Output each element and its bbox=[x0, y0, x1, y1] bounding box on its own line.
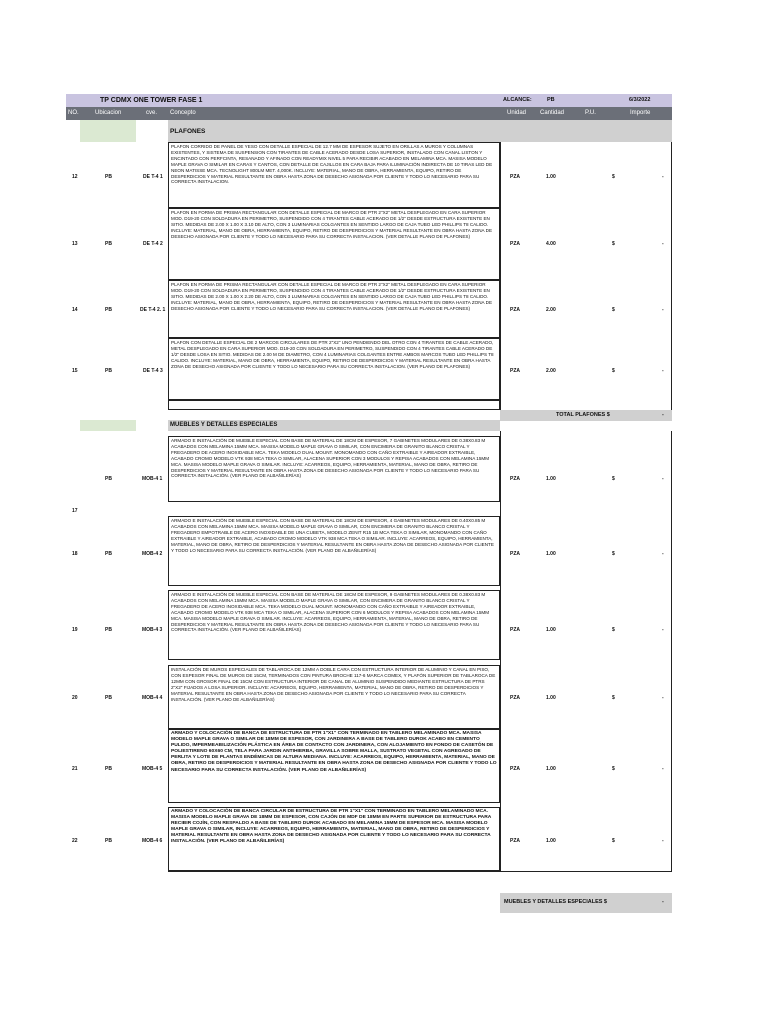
total-plafones-label: TOTAL PLAFONES $ bbox=[556, 412, 610, 418]
row-cve: DE T-4 2 bbox=[143, 241, 163, 247]
row-no: 21 bbox=[72, 766, 78, 772]
row-unidad: PZA bbox=[510, 368, 520, 374]
row-cve: MOB-4 5 bbox=[142, 766, 163, 772]
row-unidad: PZA bbox=[510, 766, 520, 772]
row-cantidad: 1.00 bbox=[546, 838, 556, 844]
row-no: 18 bbox=[72, 551, 78, 557]
row-cantidad: 4.00 bbox=[546, 241, 556, 247]
row-unidad: PZA bbox=[510, 838, 520, 844]
divider bbox=[500, 142, 501, 410]
divider bbox=[671, 142, 672, 410]
row-cantidad: 1.00 bbox=[546, 476, 556, 482]
alcance-value: PB bbox=[547, 97, 555, 103]
row-unidad: PZA bbox=[510, 241, 520, 247]
section-bar-plafones bbox=[168, 120, 672, 142]
row-no: 20 bbox=[72, 695, 78, 701]
row-no: 17 bbox=[72, 508, 78, 514]
divider bbox=[500, 431, 501, 871]
row-no: 15 bbox=[72, 368, 78, 374]
row-ubicacion: PB bbox=[105, 241, 112, 247]
row-no: 19 bbox=[72, 627, 78, 633]
row-importe: - bbox=[662, 551, 664, 557]
row-ubicacion: PB bbox=[105, 838, 112, 844]
divider bbox=[168, 871, 672, 872]
concept-description: ARMADO E INSTALACIÓN DE MUEBLE ESPECIAL CON BASE DE MATERIAL DE 18CM DE ESPESOR, 7 GABINETES MODULARES DE 0.38X0.83 M ACABADOS CON MELAMINA 15MM MCA. MASISA MODELO MAPLE GRAVA O SIMILAR, CON ENCIMERA DE GRANITO BLANCO CRISTAL Y FREGADERO DE ACERO INOXIDABLE MCA. TEKA MODELO DUAL MOUNT. MONOMANDO CON CAÑO EXTRAIBLE Y AIREADOR EXTRAIBLE, ACABADO CROMO MODELO VTK 938 MCA TEKA O SIMILAR, ALACENA SUPERIOR CON 3 MODULOS Y REPISA ACABADOS CON MELAMINA 15MM MCA. MASISA MODELO MAPLE GRAVA O SIMILAR. INCLUYE: ACARREOS, EQUIPO, HERRAMIENTA, MATERIAL, MANO DE OBRA, RETIRO DE DESPERDICIOS Y MATERIAL RESULTANTE EN OBRA HASTA ZONA DE DESECHO ASIGNADA POR CLIENTE Y TODO LO NECESARIO PARA SU CORRECTA INSTALACIÓN. (VER PLANO DE ALBAÑILERÍAS) bbox=[168, 436, 500, 502]
row-importe: - bbox=[662, 476, 664, 482]
row-unidad: PZA bbox=[510, 627, 520, 633]
alcance-label: ALCANCE: bbox=[503, 97, 532, 103]
row-ubicacion: PB bbox=[105, 368, 112, 374]
section-marker bbox=[80, 120, 136, 142]
header-importe: Importe bbox=[630, 110, 651, 116]
row-cantidad: 2.00 bbox=[546, 368, 556, 374]
row-pu: $ bbox=[612, 368, 615, 374]
total-plafones-value: - bbox=[662, 412, 664, 418]
row-cantidad: 1.00 bbox=[546, 551, 556, 557]
row-importe: - bbox=[662, 627, 664, 633]
row-cantidad: 1.00 bbox=[546, 766, 556, 772]
empty-row bbox=[168, 400, 500, 410]
concept-description: ARMADO Y COLOCACIÓN DE BANCA DE ESTRUCTURA DE PTR 1"X1" CON TERMINADO EN TABLERO MELAMINADO MCA. MASISA MODELO MAPLE GRAVA O SIMILAR DE 18MM DE ESPESOR, CON JARDINERA A BASE DE TABLERO DUROK ACABO EN CEMENTO PULIDO, IMPERMEABILIZACIÓN PLÁSTICA EN ÁREA DE CONTACTO CON JARDINERA, CON ALOJAMIENTO EN FONDO DE CASETÓN DE POLIESTIRENO 60X60 CM, TELA PARA JARDIN ANTIHIERBA, GRAVILLA SOBRE MALLA, SUSTRATO VEGETAL CON AGREGADO DE PERLITA Y LOTE DE PLANTAS ENDÉMICAS DE ALTURA MEDIANA. INCLUYE: ACARREOS, EQUIPO, HERRAMIENTA, MATERIAL, MANO DE OBRA, RETIRO DE DESPERDICIOS Y MATERIAL RESULTANTE EN OBRA HASTA ZONA DE DESECHO ASIGNADA POR CLIENTE Y TODO LO NECESARIO PARA SU CORRECTA INSTALACIÓN. (VER PLANO DE ALBAÑILERÍAS) bbox=[168, 729, 500, 803]
row-cve: MOB-4 1 bbox=[142, 476, 163, 482]
row-cantidad: 1.00 bbox=[546, 174, 556, 180]
row-cve: MOB-4 6 bbox=[142, 838, 163, 844]
concept-description: PLAFON EN FORMA DE PRISMA RECTANGULAR CON DETALLE ESPECIAL DE MARCO DE PTR 2"X2" METAL DESPLEGADO EN CARA SUPERIOR MOD. D19-20 CON SOLDADURA EN PERIMETRO, SUSPENDIDO CON 4 TIRANTES CABLE ACERADO DE 1/2" DESDE ESTRUCTURA EXISTENTE EN SITIO. MEDIDAS DE 2.00 X 1.00 X 3.10 DE ALTO, CON 3 LUMINARIAS COLGANTES EN SENTIDO LARGO DE CAJA TUBO LED PHILLIPS T8 CALIDO. INCLUYE: MATERIAL, MANO DE OBRA, HERRAMIENTA, EQUIPO, RETIRO DE DESPERDICIOS Y MATERIAL RESULTANTE EN OBRA HASTA ZONA DE DESECHO ASIGNADA POR CLIENTE Y TODO LO NECESARIO PARA SU CORRECTA INSTALACION. (VER DETALLE PLANO DE PLAFONES) bbox=[168, 208, 500, 280]
total-muebles-label: MUEBLES Y DETALLES ESPECIALES $ bbox=[504, 899, 607, 905]
row-importe: - bbox=[662, 174, 664, 180]
row-unidad: PZA bbox=[510, 695, 520, 701]
row-no: 22 bbox=[72, 838, 78, 844]
row-ubicacion: PB bbox=[105, 695, 112, 701]
row-no: 14 bbox=[72, 307, 78, 313]
row-importe: - bbox=[662, 766, 664, 772]
row-unidad: PZA bbox=[510, 476, 520, 482]
concept-description: PLAFON CON DETALLE ESPECIAL DE 2 MARCOS CIRCULARES DE PTR 2"X2" UNO PENDIENDO DEL OTRO CON 4 TIRANTES DE CABLE ACERADO, METAL DESPLEGADO EN CARA SUPERIOR MOD. D19-20 CON SOLDADURA EN PERIMETRO, SUSPENDIDO CON 4 TIRANTES CABLE ACERADO DE 1/2" DESDE LOSA EN SITIO. MEDIDAS DE 2.00 M DE DIAMETRO, CON 4 LUMINARIAS COLGANTES ENTRE AMBOS MARCOS TUBO LED PHILLIPS T8 CALIDO. INCLUYE: MATERIAL, MANO DE OBRA, HERRAMIENTA, EQUIPO, RETIRO DE DESPERDICIOS Y MATERIAL RESULTANTE EN OBRA HASTA ZONA DE DESECHO ASIGNADA POR CLIENTE Y TODO LO NECESARIO PARA SU CORRECTA INSTALACION. (VER PLANO DE PLAFONES) bbox=[168, 338, 500, 400]
row-unidad: PZA bbox=[510, 551, 520, 557]
row-no: 13 bbox=[72, 241, 78, 247]
row-importe: - bbox=[662, 368, 664, 374]
row-importe: - bbox=[662, 838, 664, 844]
section-marker bbox=[80, 420, 136, 431]
header-pu: P.U. bbox=[585, 110, 596, 116]
row-pu: $ bbox=[612, 627, 615, 633]
row-no: 12 bbox=[72, 174, 78, 180]
row-ubicacion: PB bbox=[105, 766, 112, 772]
divider bbox=[671, 431, 672, 871]
header-cantidad: Cantidad bbox=[540, 110, 565, 116]
header-no: NO. bbox=[68, 110, 79, 116]
row-pu: $ bbox=[612, 241, 615, 247]
row-ubicacion: PB bbox=[105, 174, 112, 180]
row-ubicacion: PB bbox=[105, 476, 112, 482]
row-importe: - bbox=[662, 695, 664, 701]
concept-description: PLAFON CORRIDO DE PANEL DE YESO CON DETALLE ESPECIAL DE 12.7 MM DE ESPESOR SUJETO EN ORILLAS A MUROS Y COLUMNAS EXISTENTES, Y SISTEMA DE SUSPENSION CON TIRANTES DE CABLE ACERADO DESDE LOSA SUPERIOR, INSTALADO CON CANAL LISTON Y ENCINTADO CON PERFCINTA, RESANADO Y AFINADO CON READYMIX NIVEL 5 PARA RECIBIR ACABADO EN MELAMINA MCA. MASISA MODELO MAPLE GRAVA O SIMILAR EN CARAS Y CANTOS, CON DETALLE DE CAJILLOS EN CARA BAJA PARA ILUMINACIÓN INDIRECTA DE 10 TIRAS LED DE NEON MATISSE MCA. TECNOLIGHT 800LM MET. 4,000K. INCLUYE: MATERIAL, MANO DE OBRA, HERRAMIENTA, EQUIPO, RETIRO DE DESPERDICIOS Y MATERIAL RESULTANTE EN OBRA HASTA ZONA DE DESECHO ASIGNADA POR CLIENTE Y TODO LO NECESARIO PARA SU CORRECTA INSTALACION. bbox=[168, 142, 500, 208]
row-importe: - bbox=[662, 241, 664, 247]
concept-description: INSTALACIÓN DE MUROS ESPECIALES DE TABLAROCA DE 12MM A DOBLE CARA CON ESTRUCTURA INTERIOR DE ALUMINIO Y CANAL EN PISO, CON ESPESOR FINAL DE MUROS DE 15CM, TERMINADOS CON PINTURA BROCHE 117-6 MARCA COMEX, Y PLAFÓN SUPERIOR DE TABLAROCA DE 12MM CON GROSOR FINAL DE 15CM CON ESTRUCTURA INTERIOR DE CANAL DE ALUMINIO SUSPENDIDO MEDIANTE ESTRUCTURA DE PTRS 2"X2" FIJADOS A LOSA SUPERIOR. INCLUYE: ACARREOS, EQUIPO, HERRAMIENTA, MATERIAL, MANO DE OBRA, RETIRO DE DESPERDICIOS Y MATERIAL RESULTANTE EN OBRA HASTA ZONA DE DESECHO ASIGNADA POR CLIENTE Y TODO LO NECESARIO PARA SU CORRECTA INSTALACIÓN. (VER PLANO DE ALBAÑILERÍAS) bbox=[168, 665, 500, 729]
row-cve: DE T-4 1 bbox=[143, 174, 163, 180]
concept-description: ARMADO E INSTALACIÓN DE MUEBLE ESPECIAL CON BASE DE MATERIAL DE 18CM DE ESPESOR, 4 GABINETES MODULARES DE 0.40X0.85 M ACABADOS CON MELAMINA 15MM MCA. MASISA MODELO MAPLE GRAVA O SIMILAR, CON ENCIMERA DE GRANITO BLANCO CRISTAL Y FREGADERO EMPOTRABLE DE ACERO INOXIDABLE DE UNA CUBETA, MODELO ZENIT R15 1B MCA TEKA O SIMILAR, MONOMANDO CON CAÑO EXTRAIBLE Y AIREADOR EXTRAIBLE, ACABADO CROMO MODELO VTK 938 MCA TEKA O SIMILAR. INCLUYE: ACARREOS, EQUIPO, HERRAMIENTA, MATERIAL, MANO DE OBRA, RETIRO DE DESPERDICIOS Y MATERIAL RESULTANTE EN OBRA HASTA ZONA DE DESECHO ASIGNADA POR CLIENTE Y TODO LO NECESARIO PARA SU CORRECTA INSTALACIÓN. (VER PLANO DE ALBAÑILERÍAS) bbox=[168, 516, 500, 586]
header-cve: cve. bbox=[146, 110, 158, 116]
row-pu: $ bbox=[612, 838, 615, 844]
row-cantidad: 1.00 bbox=[546, 627, 556, 633]
row-cve: DE T-4 3 bbox=[143, 368, 163, 374]
row-pu: $ bbox=[612, 174, 615, 180]
row-cve: MOB-4 4 bbox=[142, 695, 163, 701]
row-unidad: PZA bbox=[510, 307, 520, 313]
row-ubicacion: PB bbox=[105, 627, 112, 633]
row-pu: $ bbox=[612, 307, 615, 313]
section-title-plafones: PLAFONES bbox=[170, 128, 206, 135]
row-importe: - bbox=[662, 307, 664, 313]
date: 6/3/2022 bbox=[629, 97, 651, 103]
row-cantidad: 2.00 bbox=[546, 307, 556, 313]
row-cve: DE T-4 2. 1 bbox=[140, 307, 166, 313]
row-pu: $ bbox=[612, 766, 615, 772]
row-pu: $ bbox=[612, 551, 615, 557]
header-unidad: Unidad bbox=[507, 110, 527, 116]
concept-description: ARMADO Y COLOCACIÓN DE BANCA CIRCULAR DE ESTRUCTURA DE PTR 1"X1" CON TERMINADO EN TABLERO MELAMINADO MCA. MASISA MODELO MAPLE GRAVA DE 18MM DE ESPESOR, CON CAJÓN DE MDF DE 18MM EN PARTE SUPERIOR DE ESTRUCTURA PARA RECIBIR COJÍN, CON RESPALDO A BASE DE TABLERO DUROK ACABADO EN MELAMINA 15MM DE ESPESOR MCA. MASISA MODELO MAPLE GRAVA O SIMILAR, INCLUYE: ACARREOS, EQUIPO, HERRAMIENTA, MATERIAL, MANO DE OBRA, RETIRO DE DESPERDICIOS Y MATERIAL RESULTANTE EN OBRA HASTA ZONA DE DESECHO ASIGNADA POR CLIENTE Y TODO LO NECESARIO PARA SU CORRECTA INSTALACIÓN. (VER PLANO DE ALBAÑILERÍAS) bbox=[168, 807, 500, 871]
header-ubicacion: Ubicacion bbox=[95, 110, 122, 116]
total-muebles-value: - bbox=[662, 899, 664, 905]
row-ubicacion: PB bbox=[105, 307, 112, 313]
row-pu: $ bbox=[612, 476, 615, 482]
row-ubicacion: PB bbox=[105, 551, 112, 557]
page-title: TP CDMX ONE TOWER FASE 1 bbox=[100, 97, 203, 104]
row-cve: MOB-4 3 bbox=[142, 627, 163, 633]
row-pu: $ bbox=[612, 695, 615, 701]
section-title-muebles: MUEBLES Y DETALLES ESPECIALES bbox=[170, 422, 278, 428]
row-unidad: PZA bbox=[510, 174, 520, 180]
concept-description: PLAFON EN FORMA DE PRISMA RECTANGULAR CON DETALLE ESPECIAL DE MARCO DE PTR 2"X2" METAL DESPLEGADO EN CARA SUPERIOR MOD. D19-20 CON SOLDADURA EN PERIMETRO, SUSPENDIDO CON 4 TIRANTES CABLE ACERADO DE 1/2" DESDE ESTRUCTURA EXISTENTE EN SITIO. MEDIDAS DE 2.00 X 1.00 X 2.20 DE ALTO, CON 3 LUMINARIAS COLGANTES EN SENTIDO LARGO DE CAJA TUBO LED PHILLIPS T8 CALIDO. INCLUYE: MATERIAL, MANO DE OBRA, HERRAMIENTA, EQUIPO, RETIRO DE DESPERDICIOS Y MATERIAL RESULTANTE EN OBRA HASTA ZONA DE DESECHO ASIGNADA POR CLIENTE Y TODO LO NECESARIO PARA SU CORRECTA INSTALACION. (VER DETALLE PLANO DE PLAFONES) bbox=[168, 280, 500, 338]
header-concepto: Concepto bbox=[170, 110, 196, 116]
concept-description: ARMADO E INSTALACIÓN DE MUEBLE ESPECIAL CON BASE DE MATERIAL DE 18CM DE ESPESOR, 9 GABINETES MODULARES DE 0.38X0.83 M ACABADOS CON MELAMINA 15MM MCA. MASISA MODELO MAPLE GRAVA O SIMILAR, CON ENCIMERA DE GRANITO BLANCO CRISTAL Y FREGADERO DE ACERO INOXIDABLE MCA. TEKA MODELO DUAL MOUNT. MONOMANDO CON CAÑO EXTRAIBLE Y AIREADOR EXTRAIBLE, ACABADO CROMO MODELO VTK 938 MCA TEKA O SIMILAR, ALACENA SUPERIOR CON 6 MODULOS Y REPISA ACABADOS CON MELAMINA 15MM MCA. MASISA MODELO MAPLE GRAVA O SIMILAR. INCLUYE: ACARREOS, EQUIPO, HERRAMIENTA, MATERIAL, MANO DE OBRA, RETIRO DE DESPERDICIOS Y MATERIAL RESULTANTE EN OBRA HASTA ZONA DE DESECHO ASIGNADA POR CLIENTE Y TODO LO NECESARIO PARA SU CORRECTA INSTALACIÓN. (VER PLANO DE ALBAÑILERÍAS) bbox=[168, 590, 500, 660]
row-cantidad: 1.00 bbox=[546, 695, 556, 701]
row-cve: MOB-4 2 bbox=[142, 551, 163, 557]
